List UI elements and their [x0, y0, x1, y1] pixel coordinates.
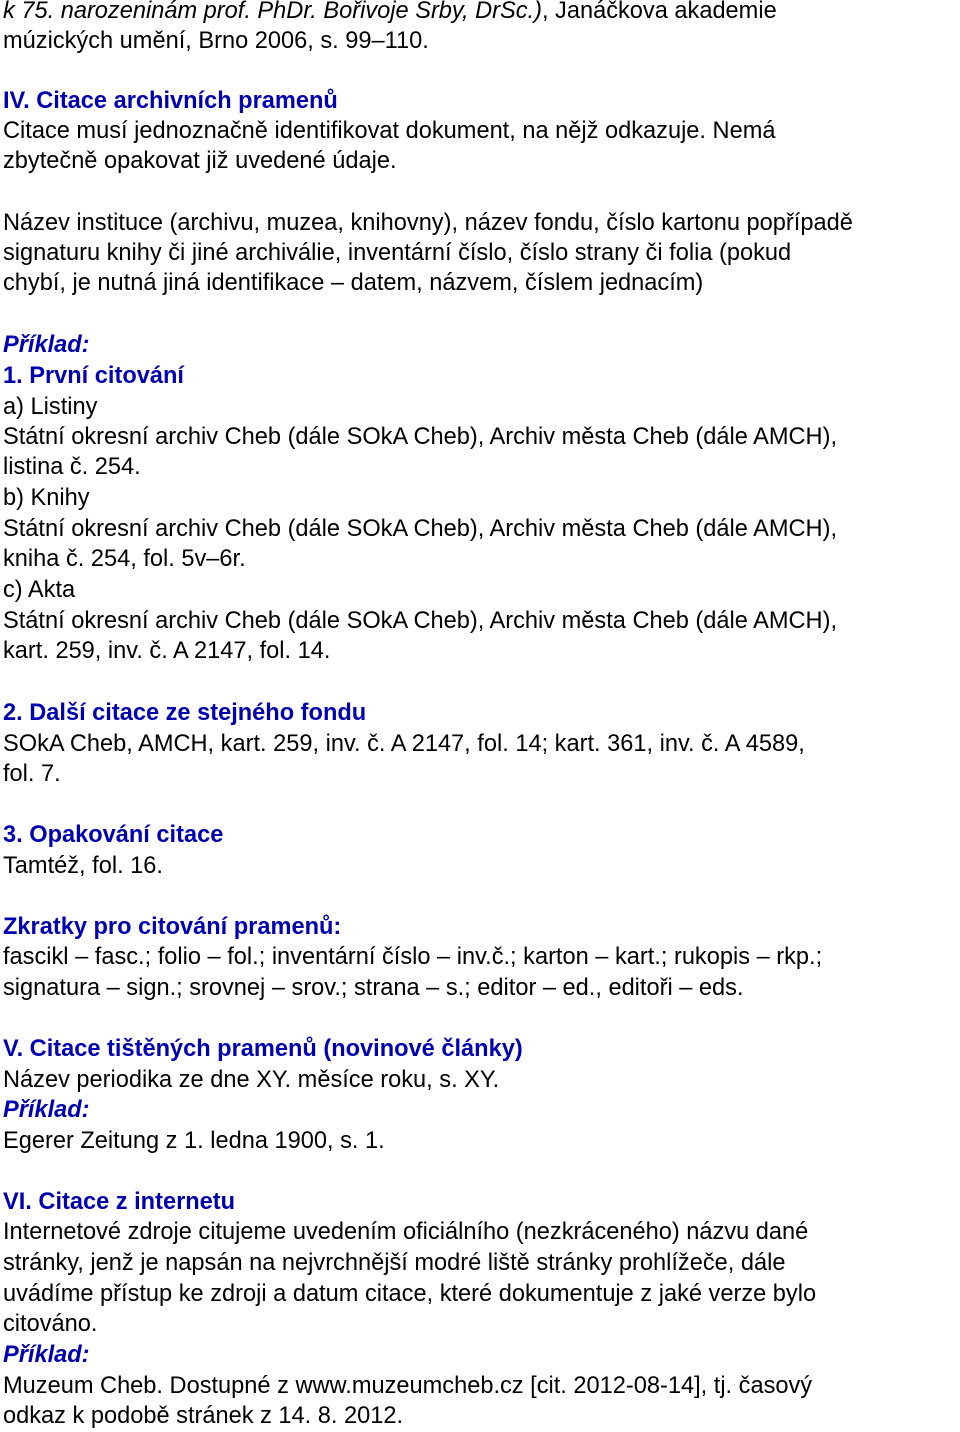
section-4-intro-line-1: Citace musí jednoznačně identifikovat dokument, na nějž odkazuje. Nemá	[3, 118, 776, 144]
repeat-citation-text: Tamtéž, fol. 16.	[3, 853, 163, 879]
akta-label: c) Akta	[3, 577, 76, 603]
intro-italic-text: k 75. narozeninám prof. PhDr. Bořivoje Srby, DrSc.)	[3, 0, 542, 24]
section-6-line-2: stránky, jenž je napsán na nejvrchnější modré liště stránky prohlížeče, dále	[3, 1250, 786, 1276]
first-citation-heading: 1. První citování	[3, 363, 184, 389]
section-6-line-4: citováno.	[3, 1311, 98, 1337]
intro-line-1	[3, 0, 777, 26]
akta-line-1: Státní okresní archiv Cheb (dále SOkA Cheb), Archiv města Cheb (dále AMCH),	[3, 608, 838, 634]
knihy-line-2: kniha č. 254, fol. 5v–6r.	[3, 546, 246, 572]
knihy-line-1: Státní okresní archiv Cheb (dále SOkA Cheb), Archiv města Cheb (dále AMCH),	[3, 516, 838, 542]
section-6-example-label: Příklad:	[3, 1342, 90, 1368]
intro-rest-text: , Janáčkova akademie	[541, 0, 777, 24]
intro-line-2: múzických umění, Brno 2006, s. 99–110.	[3, 28, 429, 54]
section-6-example-line-1: Muzeum Cheb. Dostupné z www.muzeumcheb.cz [cit. 2012-08-14], tj. časový	[3, 1373, 813, 1399]
section-5-heading: V. Citace tištěných pramenů (novinové články)	[3, 1036, 523, 1062]
abbreviations-line-1: fascikl – fasc.; folio – fol.; inventární číslo – inv.č.; karton – kart.; rukopis – rkp.;	[3, 944, 823, 970]
abbreviations-line-2: signatura – sign.; srovnej – srov.; strana – s.; editor – ed., editoři – eds.	[3, 975, 744, 1001]
repeat-citation-heading: 3. Opakování citace	[3, 822, 224, 848]
section-4-intro-line-2: zbytečně opakovat již uvedené údaje.	[3, 148, 397, 174]
section-6-example-line-2: odkaz k podobě stránek z 14. 8. 2012.	[3, 1403, 404, 1429]
section-4-desc-line-2: signaturu knihy či jiné archiválie, inventární číslo, číslo strany či folia (pokud	[3, 240, 792, 266]
section-4-example-label: Příklad:	[3, 332, 90, 358]
further-citation-line-1: SOkA Cheb, AMCH, kart. 259, inv. č. A 2147, fol. 14; kart. 361, inv. č. A 4589,	[3, 731, 805, 757]
section-5-text: Název periodika ze dne XY. měsíce roku, s. XY.	[3, 1067, 500, 1093]
abbreviations-heading: Zkratky pro citování pramenů:	[3, 914, 342, 940]
section-5-example-label: Příklad:	[3, 1097, 90, 1123]
akta-line-2: kart. 259, inv. č. A 2147, fol. 14.	[3, 638, 331, 664]
section-5-example: Egerer Zeitung z 1. ledna 1900, s. 1.	[3, 1128, 385, 1154]
section-4-heading: IV. Citace archivních pramenů	[3, 88, 338, 114]
listiny-line-2: listina č. 254.	[3, 454, 141, 480]
section-6-line-3: uvádíme přístup ke zdroji a datum citace, které dokumentuje z jaké verze bylo	[3, 1281, 817, 1307]
further-citation-line-2: fol. 7.	[3, 761, 61, 787]
further-citation-heading: 2. Další citace ze stejného fondu	[3, 700, 367, 726]
listiny-label: a) Listiny	[3, 394, 98, 420]
section-6-heading: VI. Citace z internetu	[3, 1189, 236, 1215]
section-6-line-1: Internetové zdroje citujeme uvedením oficiálního (nezkráceného) názvu dané	[3, 1219, 809, 1245]
listiny-line-1: Státní okresní archiv Cheb (dále SOkA Cheb), Archiv města Cheb (dále AMCH),	[3, 424, 838, 450]
knihy-label: b) Knihy	[3, 485, 90, 511]
section-4-desc-line-3: chybí, je nutná jiná identifikace – datem, názvem, číslem jednacím)	[3, 270, 704, 296]
section-4-desc-line-1: Název instituce (archivu, muzea, knihovny), název fondu, číslo kartonu popřípadě	[3, 210, 853, 236]
